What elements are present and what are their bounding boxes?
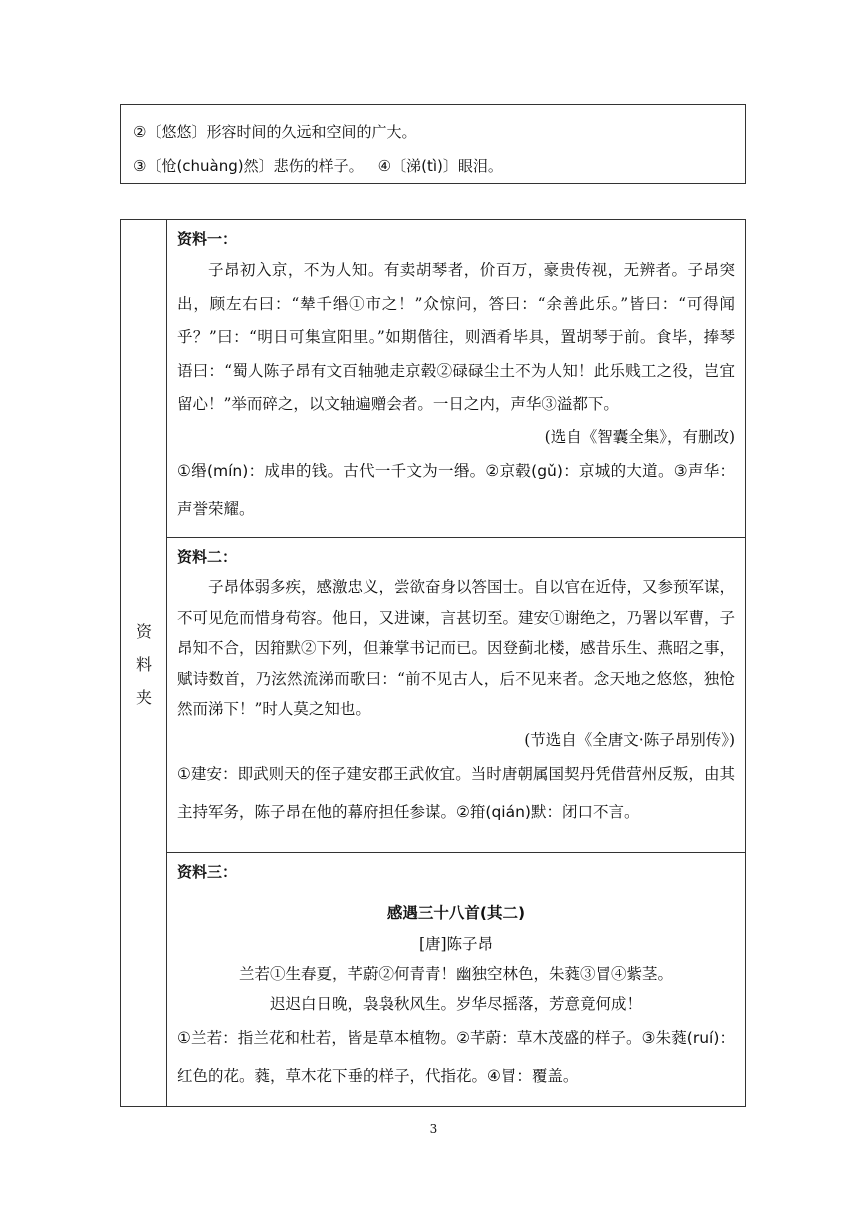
footnote-box: [120, 104, 746, 184]
side-label-char-2: 料: [135, 655, 152, 674]
footnote-ti: ④〔涕(tì)〕眼泪。: [377, 157, 503, 175]
material-2-section: [167, 538, 745, 853]
material-3-section: [167, 853, 745, 1106]
poem-line-2: 迟迟白日晚，袅袅秋风生。岁华尽摇落，芳意竟何成！: [269, 995, 642, 1013]
material-2-title: 资料二：: [177, 548, 238, 566]
material-1-notes: ①缗(mín)：成串的钱。古代一千文为一缗。②京毂(gǔ)：京城的大道。③声华：声誉荣耀。: [177, 461, 735, 518]
poem-author: [唐]陈子昂: [418, 935, 494, 953]
side-label-char-3: 夹: [135, 688, 152, 707]
material-2-notes: ①建安：即武则天的侄子建安郡王武攸宜。当时唐朝属国契丹凭借营州反叛，由其主持军务，陈子昂在他的幕府担任参谋。②箝(qián)默：闭口不言。: [177, 764, 735, 821]
footnote-chuangran: ③〔怆(chuàng)然〕悲伤的样子。: [133, 157, 364, 175]
poem-line-1: 兰若①生春夏，芊蔚②何青青！幽独空林色，朱蕤③冒④紫茎。: [238, 965, 673, 983]
page-number: 3: [429, 1122, 438, 1136]
material-1-title: 资料一：: [177, 230, 238, 248]
footnote-line-1: [133, 115, 733, 149]
material-1-source: (选自《智囊全集》，有删改): [544, 427, 735, 446]
material-2-source: (节选自《全唐文·陈子昂别传》): [524, 730, 735, 749]
material-1-body: 子昂初入京，不为人知。有卖胡琴者，价百万，豪贵传视，无辨者。子昂突出，顾左右曰：“辇千缗①市之！”众惊问，答曰：“余善此乐。”皆曰：“可得闻乎？”曰：“明日可集宣阳里。”如期偕往，则酒肴毕具，置胡琴于前。食毕，捧琴语曰：“蜀人陈子昂有文百轴驰走京毂②碌碌尘土不为人知！此乐贱工之役，岂宜留心！”举而碎之，以文轴遍赠会者。一日之内，声华③溢都下。: [177, 261, 735, 413]
material-3-notes: ①兰若：指兰花和杜若，皆是草本植物。②芊蔚：草木茂盛的样子。③朱蕤(ruí)：红色的花。蕤，草木花下垂的样子，代指花。④冒：覆盖。: [177, 1029, 735, 1085]
material-2-body: 子昂体弱多疾，感激忠义，尝欲奋身以答国士。自以官在近侍，又参预军谋，不可见危而惜身苟容。他日，又进谏，言甚切至。建安①谢绝之，乃署以军曹，子昂知不合，因箝默②下列，但兼掌书记而已。因登蓟北楼，感昔乐生、燕昭之事，赋诗数首，乃泫然流涕而歌曰：“前不见古人，后不见来者。念天地之悠悠，独怆然而涕下！”时人莫之知也。: [177, 578, 736, 718]
material-3-title: 资料三：: [177, 863, 238, 881]
poem-title: 感遇三十八首(其二): [386, 904, 526, 922]
footnote-youyou: ②〔悠悠〕形容时间的久远和空间的广大。: [133, 123, 417, 141]
material-table: [120, 219, 746, 1107]
side-label-char-1: 资: [135, 622, 152, 641]
side-label: [121, 615, 167, 714]
side-column: [121, 220, 167, 1106]
footnote-line-2: [133, 149, 733, 183]
material-1-section: [167, 220, 745, 538]
